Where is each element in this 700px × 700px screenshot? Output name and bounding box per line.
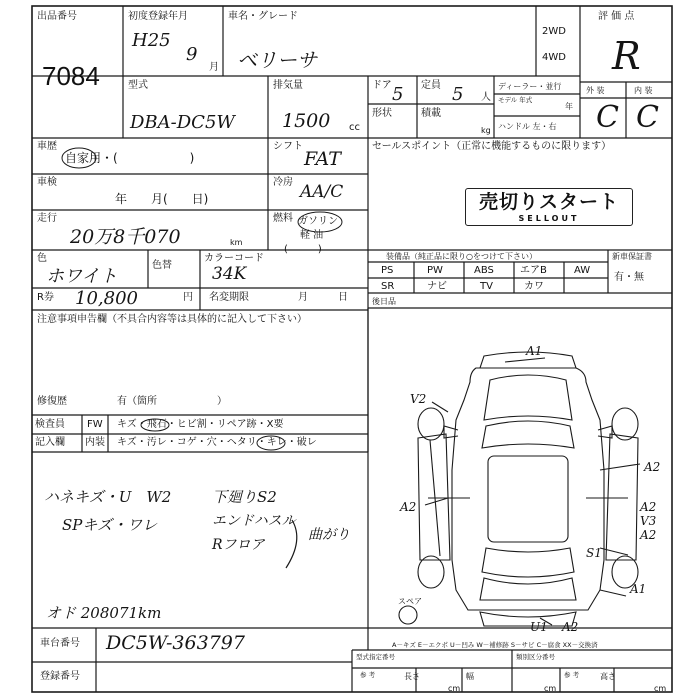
- warranty-value: 有・無: [614, 272, 644, 283]
- color-change-label: 色替: [152, 260, 172, 271]
- mileage-value: 20万8千070: [70, 226, 181, 248]
- inspection-value: 年 月( 日): [115, 192, 209, 206]
- title-change-label: 名変期限: [209, 292, 249, 303]
- spare-label: スペア: [398, 597, 422, 606]
- recycle-value: 10,800: [75, 288, 138, 309]
- equip-aw: AW: [574, 265, 591, 276]
- stamp-sub-text: SELLOUT: [518, 214, 580, 223]
- shift-value: FAT: [304, 148, 341, 170]
- equipment-label: 装備品（純正品に限り○をつけて下さい）: [386, 252, 537, 261]
- doors-value: 5: [392, 84, 404, 105]
- capacity-label: 定員: [421, 80, 441, 91]
- note-line-1: ハネキズ・U W2: [44, 488, 172, 506]
- repair-value: 有（箇所 ）: [117, 396, 227, 407]
- ac-label: 冷房: [273, 177, 293, 188]
- rating-value: R: [612, 34, 641, 78]
- first-reg-month-unit: 月: [209, 62, 219, 73]
- shape-label: 形状: [372, 108, 392, 119]
- stamp-main-text: 売切りスタート: [478, 191, 619, 213]
- kg-unit: kg: [481, 126, 491, 135]
- note-line-2: SPキズ・ワレ: [62, 516, 158, 534]
- damage-mark-rear-a2: A2: [562, 620, 579, 634]
- chassis-value: DC5W-363797: [106, 632, 245, 654]
- load-label: 積載: [421, 108, 441, 119]
- later-items-label: 後日品: [372, 297, 396, 306]
- category-number-label: 類別区分番号: [516, 653, 555, 661]
- note-odometer: オド 208071km: [46, 604, 162, 622]
- ac-value: AA/C: [300, 182, 344, 202]
- doors-label: ドア: [372, 80, 392, 91]
- history-label: 車歴: [37, 141, 57, 152]
- note-line-6: 曲がり: [308, 527, 350, 543]
- selling-point-label: セールスポイント（正常に機能するものに限ります）: [372, 141, 612, 152]
- damage-mark-front: A1: [526, 344, 543, 358]
- interior-label: 内 装: [634, 86, 653, 95]
- length-label: 長さ: [404, 672, 420, 681]
- ref-label-2: 参 考: [564, 671, 580, 679]
- displacement-label: 排気量: [273, 80, 303, 91]
- recycle-label: R券: [37, 292, 54, 303]
- fw-value: キズ・飛石・ヒビ割・リペア跡・X要: [117, 419, 284, 430]
- equip-navi: ナビ: [427, 281, 447, 292]
- equip-airbag: エアB: [520, 265, 547, 276]
- drive-4wd: 4WD: [542, 52, 566, 63]
- damage-mark-s1: S1: [586, 546, 602, 560]
- notes-label: 注意事項申告欄（不具合内容等は具体的に記入して下さい）: [37, 314, 307, 325]
- car-grade-label: 車名・グレード: [228, 11, 298, 22]
- registration-label: 登録番号: [40, 671, 80, 682]
- damage-mark-left-side: A2: [400, 500, 417, 514]
- dealer-label: ディーラー・並行: [498, 82, 562, 91]
- model-year-label: モデル 年式: [498, 96, 533, 104]
- warranty-label: 新車保証書: [612, 252, 652, 261]
- exterior-label: 外 装: [586, 86, 605, 95]
- capacity-value: 5: [452, 84, 464, 105]
- first-reg-label: 初度登録年月: [128, 11, 188, 22]
- note-line-3: 下廻りS2: [212, 488, 277, 506]
- type-number-label: 型式指定番号: [356, 653, 395, 661]
- interior-grade: C: [636, 100, 659, 135]
- fuel-paren: ( ): [284, 244, 322, 255]
- width-cm: cm: [544, 684, 557, 693]
- inspector-label-1: 検査員: [35, 419, 65, 430]
- chassis-label: 車台番号: [40, 638, 80, 649]
- car-name: ベリーサ: [237, 48, 317, 72]
- inspection-label: 車検: [37, 177, 57, 188]
- year-unit: 年: [565, 102, 573, 111]
- color-value: ホワイト: [46, 266, 118, 287]
- color-code-label: カラーコード: [204, 253, 264, 264]
- note-line-4: エンドハスル: [212, 513, 296, 529]
- length-cm: cm: [448, 684, 461, 693]
- equip-ps: PS: [381, 265, 394, 276]
- mileage-label: 走行: [37, 213, 57, 224]
- yen-unit: 円: [183, 292, 193, 303]
- height-label: 高さ: [600, 672, 616, 681]
- history-value: 自家用・( ): [65, 151, 195, 165]
- interior-check-label: 内装: [85, 437, 105, 448]
- fuel-label: 燃料: [273, 213, 293, 224]
- equip-pw: PW: [427, 265, 443, 276]
- damage-mark-right-mid: A2: [640, 500, 657, 514]
- fw-label: FW: [87, 419, 103, 430]
- damage-mark-u1: U1: [530, 620, 548, 634]
- equip-tv: TV: [480, 281, 493, 292]
- height-cm: cm: [654, 684, 667, 693]
- color-code-value: 34K: [212, 264, 247, 284]
- color-label: 色: [37, 253, 47, 264]
- first-reg-year: H25: [132, 30, 171, 51]
- inspector-label-2: 記入欄: [35, 437, 65, 448]
- interior-check-value: キズ・汚レ・コゲ・穴・ヘタリ・キレ・破レ: [117, 437, 317, 448]
- equip-abs: ABS: [474, 265, 494, 276]
- note-line-5: Rフロア: [212, 537, 265, 553]
- ref-label-1: 参 考: [360, 671, 376, 679]
- damage-legend: A－キズ E－エクボ U－凹み W－補修跡 S－サビ C－腐食 XX－交換済: [392, 641, 598, 649]
- lot-number: 7084: [42, 61, 100, 91]
- rating-label: 評 価 点: [598, 11, 635, 22]
- fuel-alt: 軽 油: [300, 230, 324, 241]
- cc-unit: cc: [349, 122, 360, 133]
- equip-leather: カワ: [524, 281, 544, 292]
- fuel-value: ガソリン: [298, 216, 338, 227]
- model-value: DBA-DC5W: [130, 112, 235, 133]
- model-label: 型式: [128, 80, 148, 91]
- equip-sr: SR: [381, 281, 395, 292]
- shift-label: シフト: [273, 141, 303, 152]
- exterior-grade: C: [596, 100, 619, 135]
- km-unit: km: [230, 238, 243, 247]
- displacement-value: 1500: [282, 110, 331, 132]
- damage-mark-right-rear: A2: [640, 528, 657, 542]
- person-unit: 人: [481, 92, 491, 103]
- drive-2wd: 2WD: [542, 26, 566, 37]
- damage-mark-right-front: A2: [644, 460, 661, 474]
- damage-mark-left-front: V2: [410, 392, 427, 406]
- handle-label: ハンドル 左・右: [498, 122, 557, 131]
- first-reg-month: 9: [186, 44, 198, 65]
- damage-mark-right-v3: V3: [640, 514, 657, 528]
- sellout-stamp: [465, 188, 633, 226]
- lot-label: 出品番号: [37, 11, 77, 22]
- title-change-value: 月 日: [298, 292, 348, 303]
- width-label: 幅: [466, 672, 474, 681]
- damage-mark-rear-a1: A1: [630, 582, 647, 596]
- repair-label: 修復歴: [37, 396, 67, 407]
